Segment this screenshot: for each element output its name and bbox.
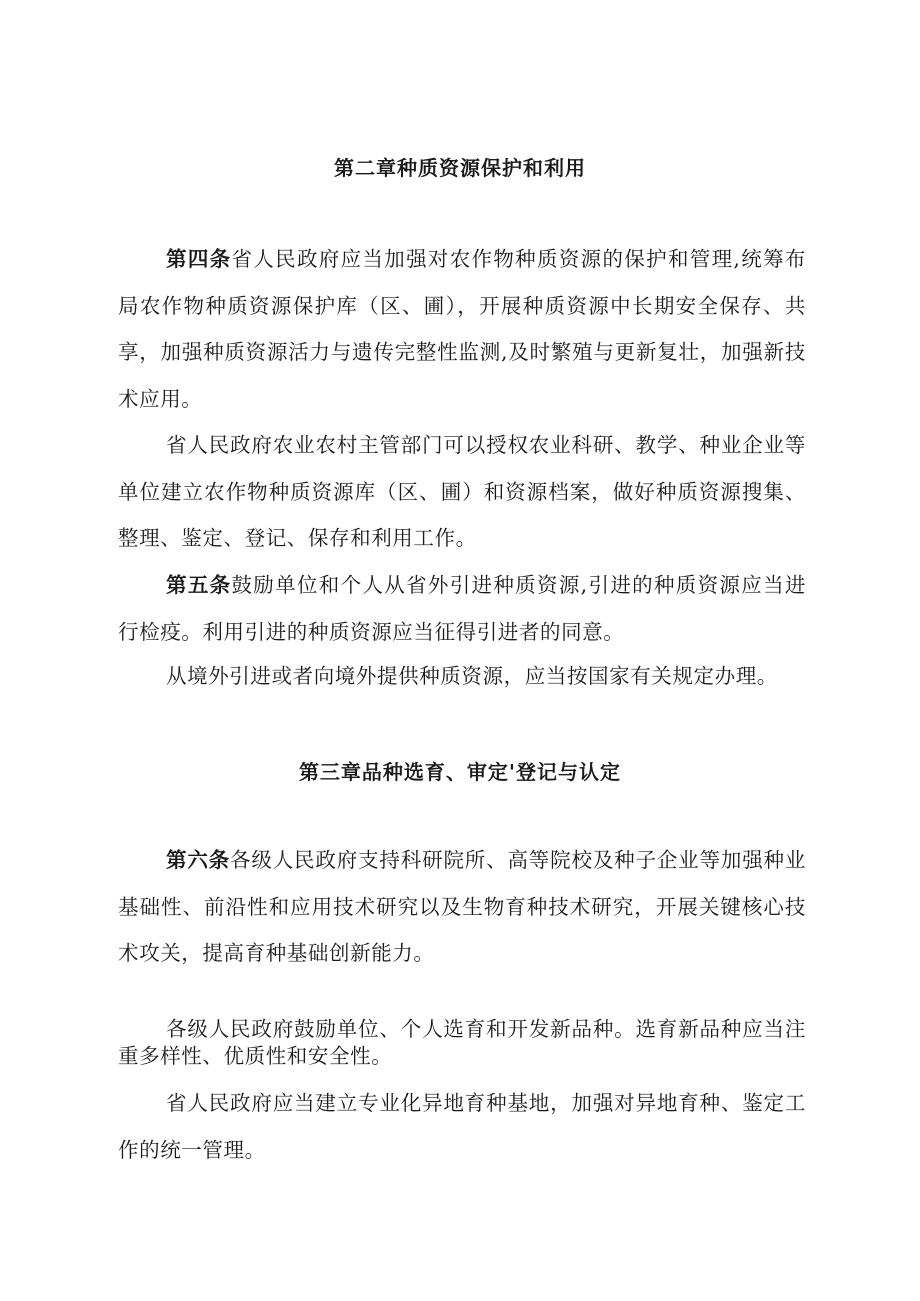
article-6-paragraph [118,837,806,977]
article-4-paragraph [118,236,806,422]
article-5-paragraph [118,562,806,655]
article-6-text: 各级人民政府支持科研院所、高等院校及种子企业等加强种业基础性、前沿性和应用技术研究以及生物育种技术研究，开展关键核心技术攻关，提高育种基础创新能力。 [118,848,806,965]
article-6-paragraph-3: 省人民政府应当建立专业化异地育种基地，加强对异地育种、鉴定工作的统一管理。 [118,1091,806,1162]
article-4-paragraph-2: 省人民政府农业农村主管部门可以授权农业科研、教学、种业企业等单位建立农作物种质资源库（区、圃）和资源档案，做好种质资源搜集、整理、鉴定、登记、保存和利用工作。 [118,433,806,550]
article-5-label: 第五条 [166,573,232,597]
article-5-text: 鼓励单位和个人从省外引进种质资源,引进的种质资源应当进行检疫。利用引进的种质资源应当征得引进者的同意。 [118,573,806,644]
article-6-paragraph-2: 各级人民政府鼓励单位、个人选育和开发新品种。选育新品种应当注重多样性、优质性和安全性。 [118,1017,806,1068]
article-4-text: 省人民政府应当加强对农作物种质资源的保护和管理,统筹布局农作物种质资源保护库（区、圃），开展种质资源中长期安全保存、共享，加强种质资源活力与遗传完整性监测,及时繁殖与更新复壮，加强新技术应用。 [118,247,806,411]
chapter-2-heading: 第二章种质资源保护和利用 [334,156,586,180]
article-5-paragraph-2: 从境外引进或者向境外提供种质资源，应当按国家有关规定办理。 [166,664,778,688]
article-6-label: 第六条 [166,848,231,872]
chapter-3-heading: 第三章品种选育、审定'登记与认定 [298,760,622,784]
article-4-label: 第四条 [166,247,232,271]
